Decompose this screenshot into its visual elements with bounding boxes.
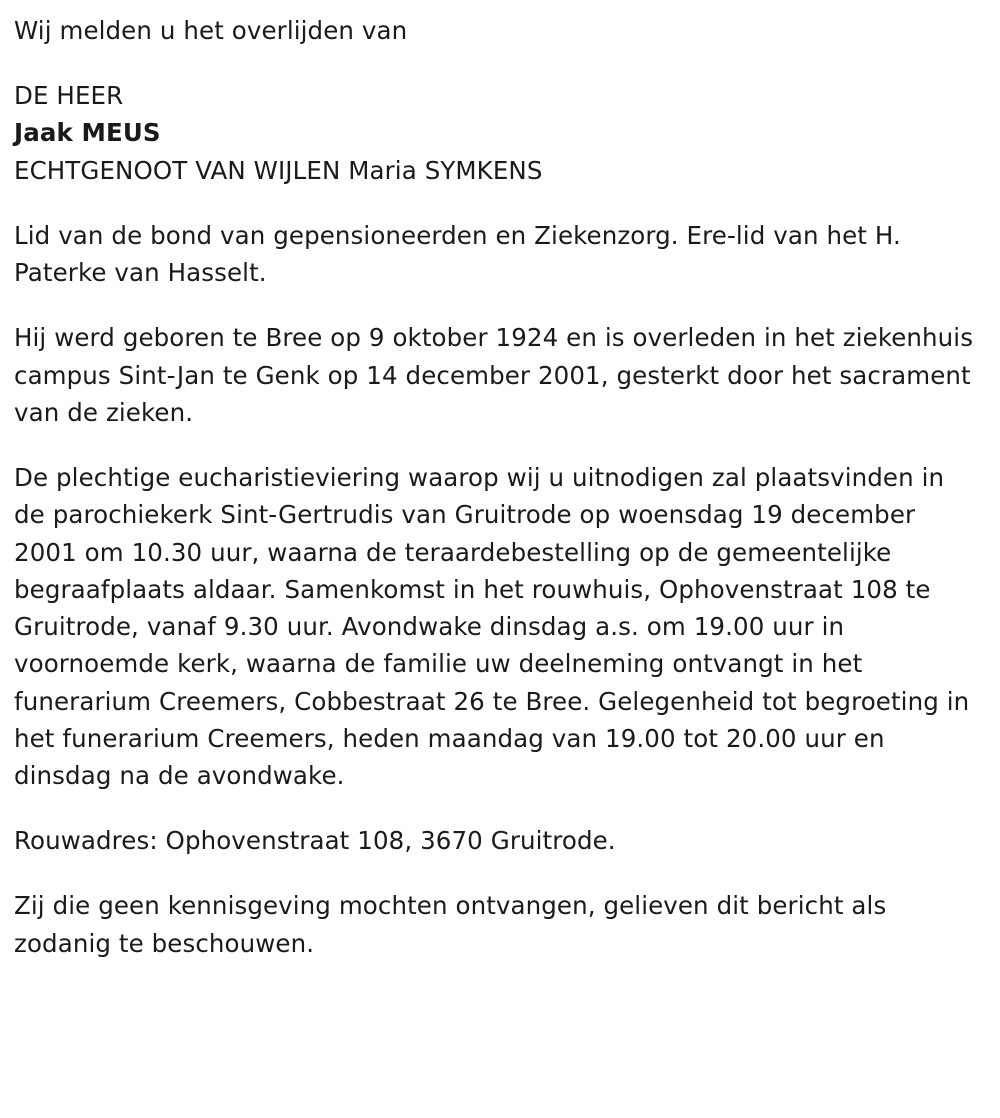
intro-text: Wij melden u het overlijden van <box>14 16 408 45</box>
mourning-address-text: Rouwadres: Ophovenstraat 108, 3670 Gruitrode. <box>14 826 616 856</box>
ceremony-text: De plechtige eucharistieviering waarop wij u uitnodigen zal plaatsvinden in de parochiekerk Sint-Gertrudis van Gruitrode op woensdag 19 december 2001 om 10.30 uur, waarna de teraardebestelling op de gemeentelijke begraafplaats aldaar. Samenkomst in het rouwhuis, Ophovenstraat 108 te Gruitrode, vanaf 9.30 uur. Avondwake dinsdag a.s. om 19.00 uur in voornoemde kerk, waarna de familie uw deelneming ontvangt in het funerarium Creemers, Cobbestraat 26 te Bree. Gelegenheid tot begroeting in het funerarium Creemers, heden maandag van 19.00 tot 20.00 uur en dinsdag na de avondwake. <box>14 463 970 790</box>
closing-text: Zij die geen kennisgeving mochten ontvangen, gelieven dit bericht als zodanig te beschouwen. <box>14 891 887 958</box>
salutation-text: DE HEER <box>14 81 124 111</box>
memberships-text: Lid van de bond van gepensioneerden en Ziekenzorg. Ere-lid van het H. Paterke van Hasselt. <box>14 220 901 288</box>
birth-death-text: Hij werd geboren te Bree op 9 oktober 1924 en is overleden in het ziekenhuis campus Sint-Jan te Genk op 14 december 2001, gesterkt door het sacrament van de zieken. <box>14 323 974 427</box>
deceased-name: Jaak MEUS <box>14 118 161 148</box>
deceased-identity-block <box>14 77 978 189</box>
obituary-body <box>14 217 978 962</box>
spouse-relation-text: ECHTGENOOT VAN WIJLEN Maria SYMKENS <box>14 155 543 185</box>
